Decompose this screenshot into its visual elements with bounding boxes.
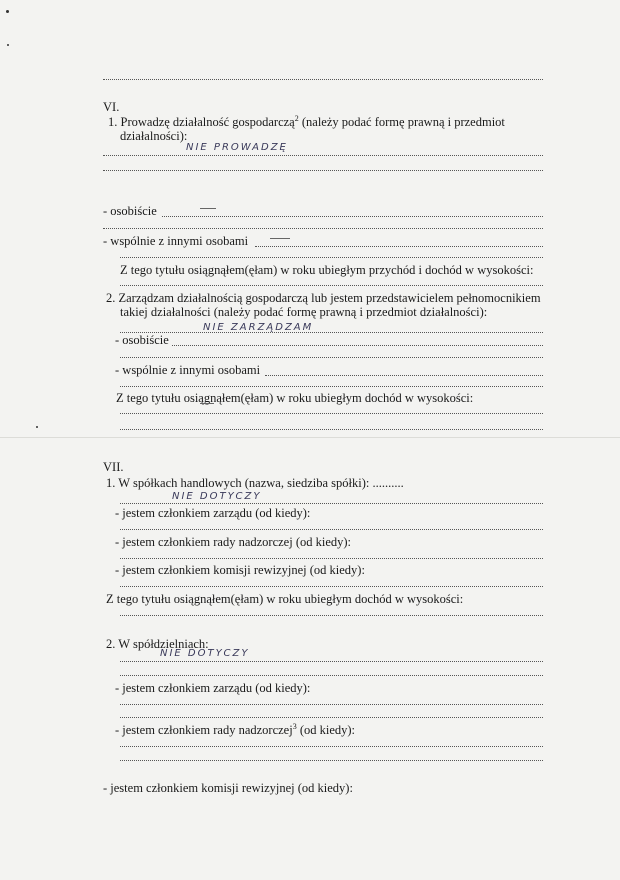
s7-item1-audit-label: - jestem członkiem komisji rewizyjnej (od kiedy): [115,563,365,577]
s7-item1-board-label: - jestem członkiem zarządu (od kiedy): [115,506,311,520]
s7-item1-label: 1. W spółkach handlowych (nazwa, siedziba spółki): .......... [106,476,404,490]
s7-item2-answer-line-2 [120,675,543,676]
s6-item1-label: 1. Prowadzę działalność gospodarczą$^2$ (należy podać formę prawną i przedmiot [108,113,505,129]
s6-item2-extra-line [120,386,543,387]
s7-item2-supervisory-line-2 [120,760,543,761]
handwritten-dash [270,238,290,239]
scan-speck [36,426,38,428]
s6-item1-income-line [120,285,543,286]
s6-item1-income-label: Z tego tytułu osiągnąłem(ęłam) w roku ubiegłym przychód i dochód w wysokości: [120,263,534,277]
handwritten-dash [200,208,216,209]
s7-item1-board-line [120,529,543,530]
s7-item1-handwritten-answer: NIE DOTYCZY [172,491,262,502]
s7-item2-board-line [120,704,543,705]
s6-item1-extra-line [120,257,543,258]
handwritten-dash [200,403,214,404]
s7-item2-supervisory-line [120,746,543,747]
s6-item2-extra-line [120,357,543,358]
s6-item1-answer-line [103,155,543,156]
s7-item1-supervisory-label: - jestem członkiem rady nadzorczej (od kiedy): [115,535,352,549]
s6-item1-label-cont: działalności): [120,129,188,143]
s7-item2-label: 2. W spółdzielniach: [106,637,209,651]
s6-item2-jointly-line [265,375,543,376]
s6-item2-income-line [120,413,543,414]
s7-item1-income-line [120,615,543,616]
s6-item1-extra-line [103,228,543,229]
s6-item2-label-cont: takiej działalności (należy podać formę prawną i przedmiot działalności): [120,305,488,319]
s6-item2-label: 2. Zarządzam działalnością gospodarczą lub jestem przedstawicielem pełnomocnikiem [106,291,541,305]
section-vi-heading: VI. [103,100,120,114]
s6-item1-handwritten-answer: NIE PROWADZĘ [186,142,288,153]
s6-item1-answer-line-2 [103,170,543,171]
s6-item1-jointly-label: - wspólnie z innymi osobami [103,234,249,248]
s6-item2-handwritten-answer: NIE ZARZĄDZAM [203,322,314,333]
s6-item2-personally-line [172,345,543,346]
s6-item2-answer-line [120,332,543,333]
s7-item2-audit-label: - jestem członkiem komisji rewizyjnej (od kiedy): [103,781,353,795]
s7-item2-board-label: - jestem członkiem zarządu (od kiedy): [115,681,311,695]
s7-item1-audit-line [120,586,543,587]
s7-item1-supervisory-line [120,558,543,559]
s7-item1-income-label: Z tego tytułu osiągnąłem(ęłam) w roku ubiegłym dochód w wysokości: [106,592,464,606]
s6-item2-jointly-label: - wspólnie z innymi osobami [115,363,261,377]
s6-item1-personally-line [162,216,543,217]
section-vii-heading: VII. [103,460,124,474]
page-fold-crease [0,437,620,438]
s7-item2-board-line-2 [120,717,543,718]
scan-speck [7,44,9,46]
s6-item1-personally-label: - osobiście [103,204,157,218]
s6-item2-income-line-2 [120,429,543,430]
s7-item2-answer-line [120,661,543,662]
s6-item2-personally-label: - osobiście [115,333,169,347]
s7-item2-handwritten-answer: NIE DOTYCZY [160,648,250,659]
s7-item1-answer-line [120,503,543,504]
s7-item2-supervisory-label: - jestem członkiem rady nadzorczej$^3$ (od kiedy): [115,721,356,737]
scan-speck [6,10,9,13]
s6-item1-jointly-line [255,246,543,247]
top-dotted-line [103,79,543,80]
s6-item2-income-label: Z tego tytułu osiągnąłem(ęłam) w roku ubiegłym dochód w wysokości: [116,391,474,405]
